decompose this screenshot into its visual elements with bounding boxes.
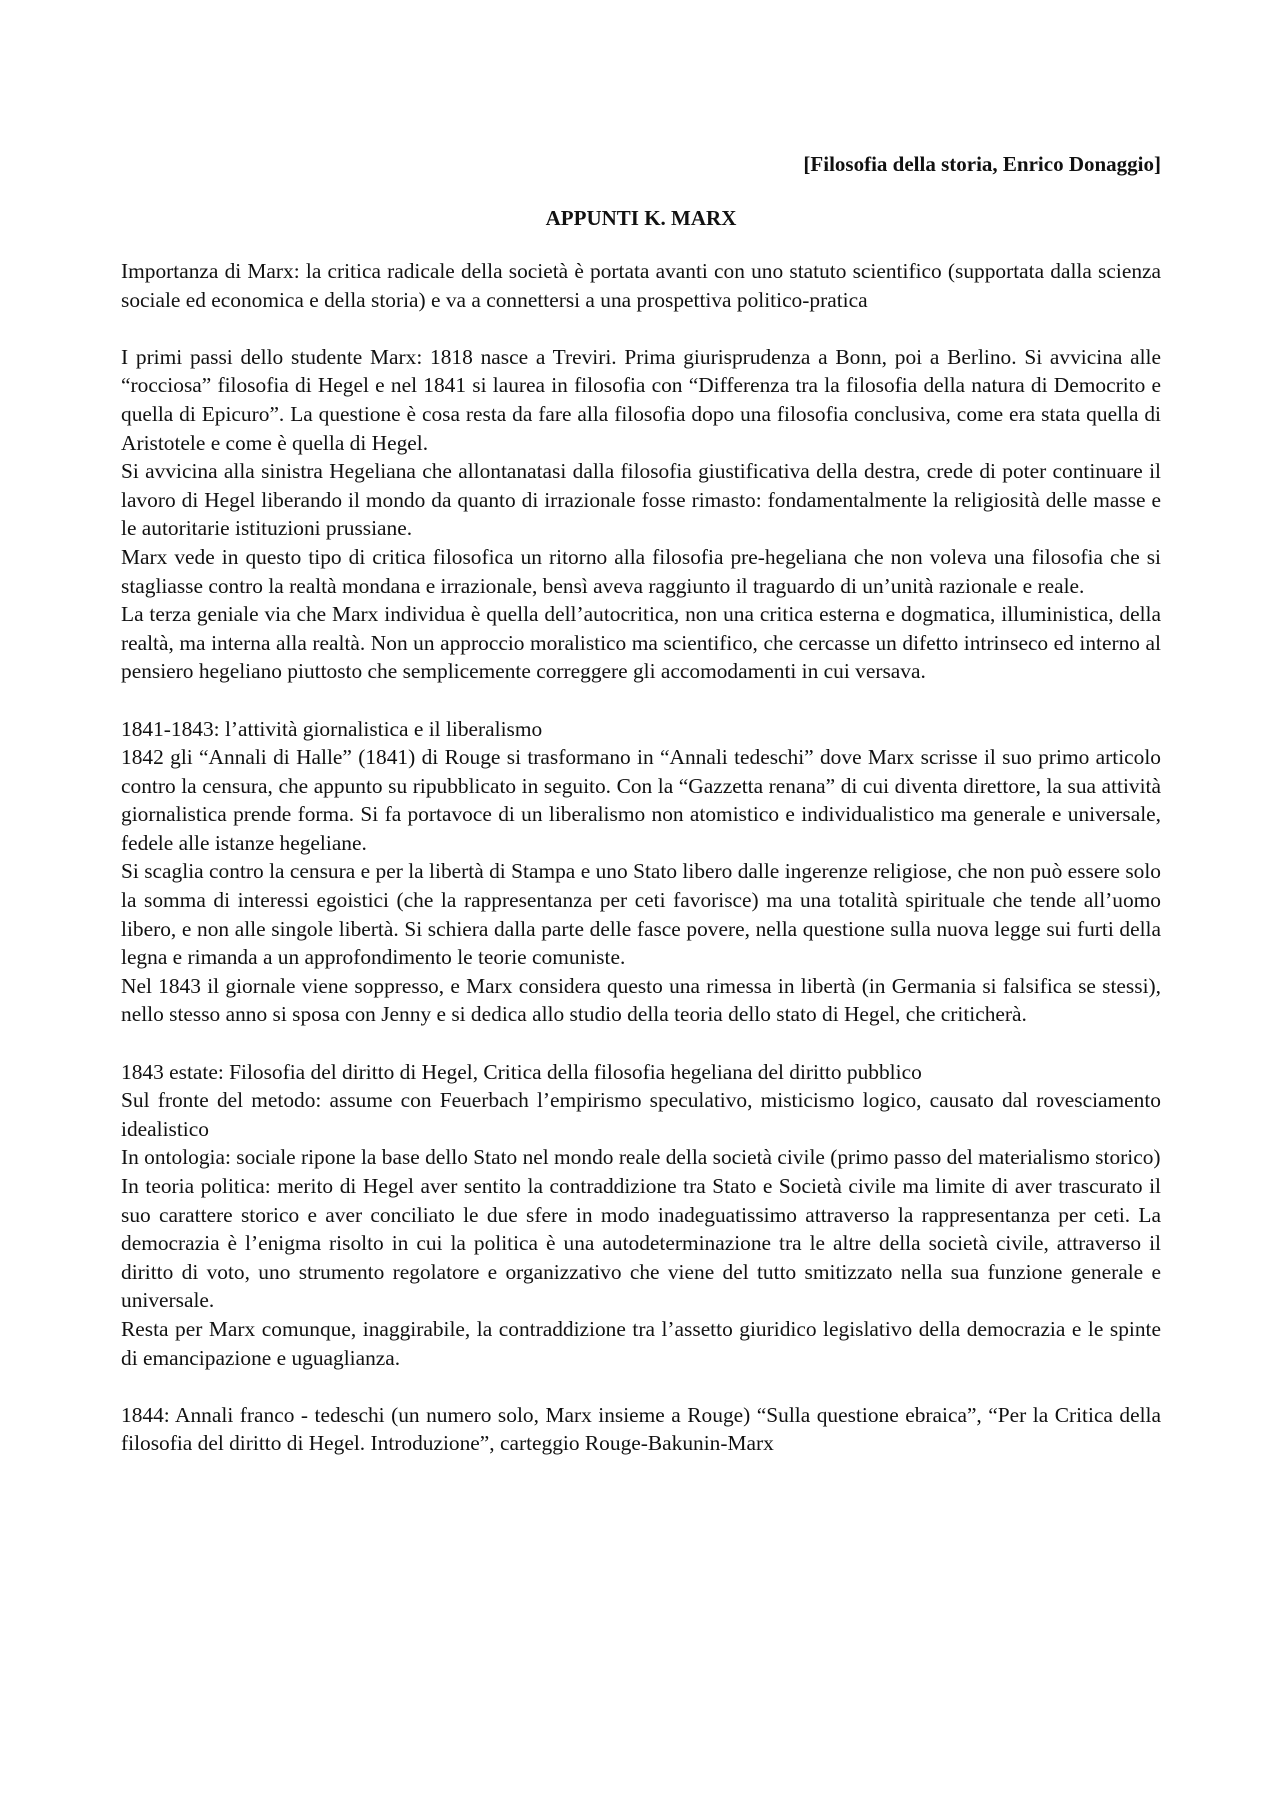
paragraph: In teoria politica: merito di Hegel aver sentito la contraddizione tra Stato e Società civile ma limite di aver trascurato il suo carattere storico e aver conciliato le due sfere in modo inadeguatissimo attraverso la rappresentanza per ceti. La democrazia è l’enigma risolto in cui la politica è una autodeterminazione tra le altre della società civile, attraverso il diritto di voto, uno strumento regolatore e organizzativo che viene del tutto smitizzato nella sua funzione generale e universale. <box>121 1174 1161 1313</box>
section-heading: 1841-1843: l’attività giornalistica e il liberalismo <box>121 716 543 741</box>
document-title: APPUNTI K. MARX <box>545 206 737 230</box>
paragraph: Si avvicina alla sinistra Hegeliana che allontanatasi dalla filosofia giustificativa della destra, crede di poter continuare il lavoro di Hegel liberando il mondo da quanto di irrazionale fosse rimasto: fondamentalmente la religiosità delle masse e le autoritarie istituzioni prussiane. <box>121 459 1161 541</box>
paragraph: Marx vede in questo tipo di critica filosofica un ritorno alla filosofia pre-hegeliana che non voleva una filosofia che si stagliasse contro la realtà mondana e irrazionale, bensì aveva raggiunto il traguardo di un’unità razionale e reale. <box>121 544 1161 598</box>
paragraph: 1844: Annali franco - tedeschi (un numero solo, Marx insieme a Rouge) “Sulla questione ebraica”, “Per la Critica della filosofia del diritto di Hegel. Introduzione”, carteggio Rouge-Bakunin-Marx <box>121 1402 1161 1456</box>
section-philosophy-of-right <box>121 1058 1161 1373</box>
paragraph: Nel 1843 il giornale viene soppresso, e Marx considera questo una rimessa in libertà (in Germania si falsifica se stessi), nello stesso anno si sposa con Jenny e si dedica allo studio della teoria dello stato di Hegel, che criticherà. <box>121 973 1161 1027</box>
paragraph: Importanza di Marx: la critica radicale della società è portata avanti con uno statuto scientifico (supportata dalla scienza sociale ed economica e della storia) e va a connettersi a una prospettiva politico-pratica <box>121 259 1161 312</box>
section-journalism <box>121 715 1161 1030</box>
section-spacer <box>121 314 1161 343</box>
document-header: [Filosofia della storia, Enrico Donaggio] <box>803 152 1161 176</box>
paragraph: 1842 gli “Annali di Halle” (1841) di Rouge si trasformano in “Annali tedeschi” dove Marx scrisse il suo primo articolo contro la censura, che appunto su ripubblicato in seguito. Con la “Gazzetta renana” di cui diventa direttore, la sua attività giornalistica prende forma. Si fa portavoce di un liberalismo non atomistico e individualistico ma generale e universale, fedele alle istanze hegeliane. <box>121 745 1161 855</box>
section-spacer <box>121 686 1161 715</box>
section-intro <box>121 257 1161 314</box>
paragraph: Resta per Marx comunque, inaggirabile, la contraddizione tra l’assetto giuridico legislativo della democrazia e le spinte di emancipazione e uguaglianza. <box>121 1316 1161 1370</box>
section-heading: 1843 estate: Filosofia del diritto di Hegel, Critica della filosofia hegeliana del diritto pubblico <box>121 1059 922 1084</box>
paragraph: La terza geniale via che Marx individua è quella dell’autocritica, non una critica esterna e dogmatica, illuministica, della realtà, ma interna alla realtà. Non un approccio moralistico ma scientifico, che cercasse un difetto intrinseco ed interno al pensiero hegeliano piuttosto che semplicemente correggere gli accomodamenti in cui versava. <box>121 602 1161 684</box>
paragraph: I primi passi dello studente Marx: 1818 nasce a Treviri. Prima giurisprudenza a Bonn, poi a Berlino. Si avvicina alle “rocciosa” filosofia di Hegel e nel 1841 si laurea in filosofia con “Differenza tra la filosofia della natura di Democrito e quella di Epicuro”. La questione è cosa resta da fare alla filosofia dopo una filosofia conclusiva, come era stata quella di Aristotele e come è quella di Hegel. <box>121 344 1161 455</box>
document-body <box>121 150 1161 1458</box>
section-spacer <box>121 1372 1161 1401</box>
section-annals <box>121 1401 1161 1458</box>
section-spacer <box>121 1029 1161 1058</box>
paragraph: Sul fronte del metodo: assume con Feuerbach l’empirismo speculativo, misticismo logico, causato dal rovesciamento idealistico <box>121 1088 1161 1141</box>
section-student-years <box>121 343 1161 686</box>
paragraph: Si scaglia contro la censura e per la libertà di Stampa e uno Stato libero dalle ingerenze religiose, che non può essere solo la somma di interessi egoistici (che la rappresentanza per ceti favorisce) ma una totalità spirituale che tende all’uomo libero, e non alle singole libertà. Si schiera dalla parte delle fasce povere, nella questione sulla nuova legge sui furti della legna e rimanda a un approfondimento le teorie comuniste. <box>121 859 1161 970</box>
paragraph: In ontologia: sociale ripone la base dello Stato nel mondo reale della società civile (primo passo del materialismo storico) <box>121 1145 1161 1170</box>
